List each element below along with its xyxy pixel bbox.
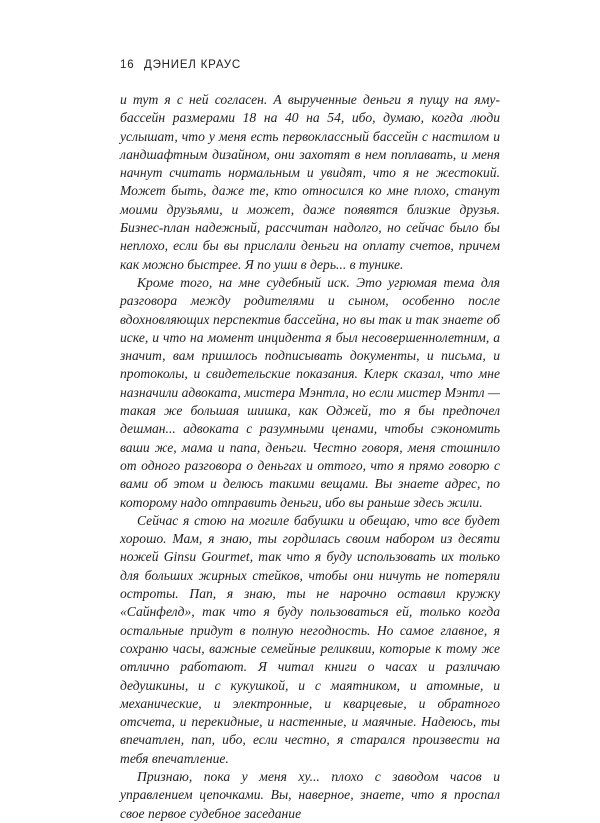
- paragraph: Признаю, пока у меня ху... плохо с заводом часов и управлением цепочками. Вы, наверное, знаете, что я проспал свое первое судебное заседание: [120, 768, 500, 821]
- page-number: 16: [120, 59, 135, 71]
- paragraph: и тут я с ней согласен. А вырученные деньги я пущу на яму-бассейн размерами 18 на 40 на 54, ибо, думаю, когда люди услышат, что у меня есть первоклассный бассейн с настилом и ландшафтным дизайном, они захотят в нем поплавать, и меня начнут считать нормальным и увидят, что я не жестокий. Может быть, даже те, кто относился ко мне плохо, станут моими друзьями, и может, даже появятся близкие друзья. Бизнес-план надежный, рассчитан надолго, но сейчас было бы неплохо, если бы вы прислали деньги на оплату счетов, причем как можно быстрее. Я по уши в дерь... в тунике.: [120, 92, 500, 272]
- running-head: [120, 59, 500, 75]
- body-text: [120, 91, 500, 823]
- paragraph: Сейчас я стою на могиле бабушки и обещаю, что все будет хорошо. Мам, я знаю, ты гордилась своим набором из десяти ножей Ginsu Gourmet, так что я буду использовать их только для больших жирных стейков, чтобы они ничуть не потеряли остроты. Пап, я знаю, ты не нарочно оставил кружку «Сайнфелд», так что я буду пользоваться ей, только когда остальные придут в полную негодность. Но самое главное, я сохраню часы, важные семейные реликвии, которые к тому же отлично работают. Я читал книги о часах и различаю дедушкины, и с кукушкой, и с маятником, и атомные, и механические, и электронные, и кварцевые, и обратного отсчета, и перекидные, и настенные, и маячные. Надеюсь, ты впечатлен, пап, ибо, если честно, я старался произвести на тебя впечатление.: [120, 512, 500, 766]
- author-name: ДЭНИЕЛ КРАУС: [144, 59, 242, 71]
- paragraph: Кроме того, на мне судебный иск. Это угрюмая тема для разговора между родителями и сыном, особенно после вдохновляющих перспектив бассейна, но вы так и так знаете об иске, и что на момент инцидента я был несовершеннолетним, а значит, вам пришлось подписывать документы, и письма, и протоколы, и свидетельские показания. Клерк сказал, что мне назначили адвоката, мистера Мэнтла, но если мистер Мэнтл — такая же большая шишка, как Оджей, то я бы предпочел дешман... адвоката с разумными ценами, чтобы сэкономить ваши же, мама и папа, деньги. Честно говоря, меня стошнило от одного разговора о деньгах и оттого, что я прямо говорю с вами об этом и делюсь такими вещами. Вы знаете адрес, по которому надо отправить деньги, ибо вы раньше здесь жили.: [120, 274, 500, 510]
